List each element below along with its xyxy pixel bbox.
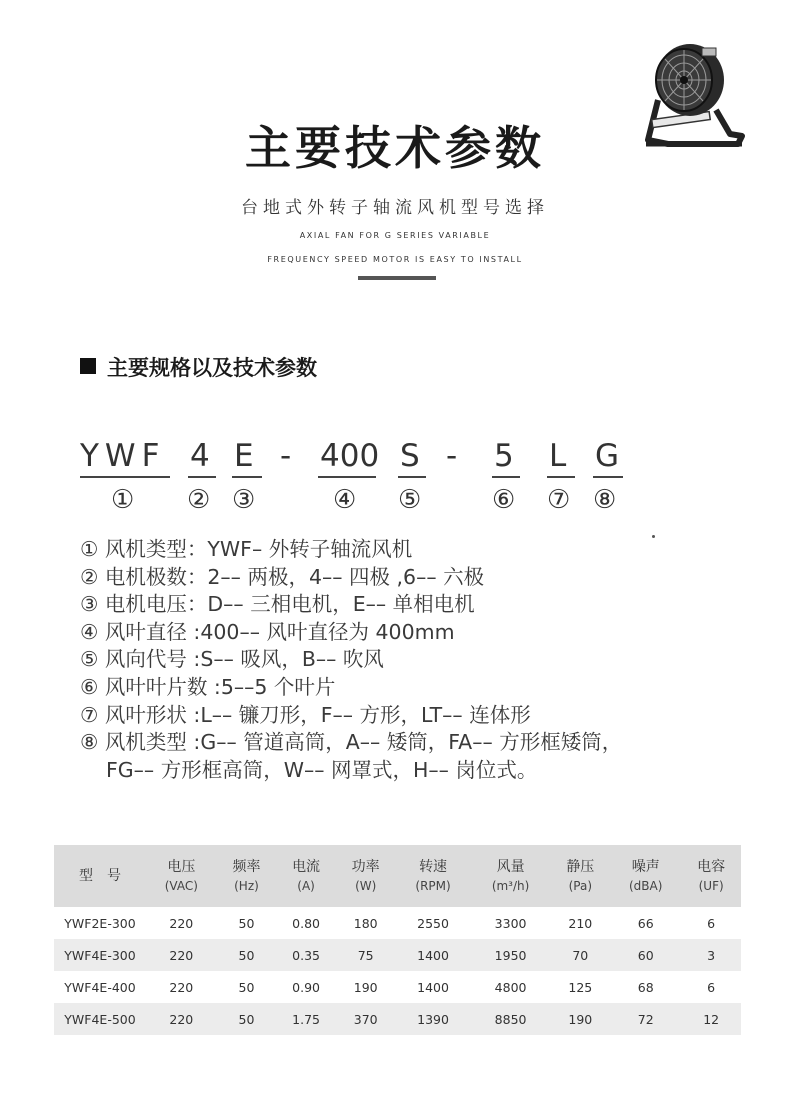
code-underline [593, 476, 623, 478]
table-cell: 1.75 [276, 1003, 336, 1035]
english-subtitle-line-2: FREQUENCY SPEED MOTOR IS EASY TO INSTALL [267, 255, 523, 264]
table-cell: YWF4E-300 [54, 939, 146, 971]
table-cell: 2550 [417, 915, 449, 931]
code-underline [318, 476, 376, 478]
header-cell: 转速 (RPM) [395, 845, 470, 907]
table-cell: 180 [353, 915, 378, 931]
code-dash-1: - [280, 438, 292, 474]
title-underline-bar [358, 276, 436, 280]
floor-fan-icon [638, 40, 748, 160]
code-number: ② [187, 485, 211, 515]
table-cell: 220 [146, 939, 217, 971]
table-cell: 50 [217, 939, 277, 971]
page-title: 主要技术参数 [245, 121, 545, 175]
table-cell: 3 [681, 939, 741, 971]
code-number: ④ [333, 485, 357, 515]
header-cell: 型 号 [54, 845, 146, 907]
table-cell: 190 [551, 1003, 611, 1035]
code-part-blades: 5 [494, 438, 514, 474]
table-cell: 125 [568, 979, 593, 995]
header-cell: 电压 (VAC) [146, 845, 217, 907]
english-subtitle-line-1: AXIAL FAN FOR G SERIES VARIABLE [299, 231, 491, 240]
spec-item: ⑤ 风向代号 :S–– 吸风，B–– 吹风 [80, 647, 384, 672]
table-cell: 1400 [417, 979, 449, 995]
header-cell: 电容 (UF) [681, 845, 741, 907]
code-part-type: G [595, 438, 620, 474]
header-cell: 风量 (m³/h) [471, 845, 551, 907]
table-cell: 0.35 [276, 939, 336, 971]
table-cell: 1950 [471, 939, 551, 971]
section-square-icon [80, 358, 96, 374]
table-cell: 8850 [471, 1003, 551, 1035]
spec-item: ⑦ 风叶形状 :L–– 镰刀形，F–– 方形，LT–– 连体形 [80, 702, 531, 727]
table-cell: 220 [169, 979, 194, 995]
code-underline [547, 476, 575, 478]
table-cell: YWF4E-400 [64, 979, 136, 995]
table-cell: 70 [551, 939, 611, 971]
table-cell: 4800 [494, 979, 527, 995]
page-subtitle: 台地式外转子轴流风机型号选择 [241, 198, 549, 218]
code-underline [188, 476, 216, 478]
table-cell: 75 [336, 939, 396, 971]
table-header-row [54, 845, 741, 907]
table-cell: 370 [336, 1003, 396, 1035]
code-part-diameter: 400 [320, 438, 380, 474]
spec-item: ③ 电机电压：D–– 三相电机，E–– 单相电机 [80, 592, 475, 617]
spec-item: ④ 风叶直径 :400–– 风叶直径为 400mm [80, 619, 455, 644]
table-cell: 66 [637, 915, 654, 931]
table-cell: 210 [568, 915, 593, 931]
code-part-poles: 4 [190, 438, 210, 474]
code-dash-2: - [446, 438, 458, 474]
section-title: 主要规格以及技术参数 [107, 356, 317, 380]
code-number: ⑧ [593, 485, 617, 515]
code-underline [80, 476, 170, 478]
table-cell: 0.80 [292, 915, 320, 931]
table-cell: 220 [169, 915, 194, 931]
table-cell: 50 [238, 915, 255, 931]
spec-item-continuation: FG–– 方形框高筒，W–– 网罩式，H–– 岗位式。 [106, 757, 538, 782]
code-underline [492, 476, 520, 478]
code-number: ⑥ [492, 485, 516, 515]
spec-item: ① 风机类型：YWF– 外转子轴流风机 [80, 537, 413, 561]
code-underline [232, 476, 262, 478]
spec-item: ⑥ 风叶叶片数 :5––5 个叶片 [80, 674, 336, 699]
code-number: ⑤ [398, 485, 422, 515]
code-part-direction: S [400, 438, 420, 474]
table-cell: 50 [217, 1003, 277, 1035]
table-cell: 60 [610, 939, 681, 971]
table-cell: YWF2E-300 [64, 915, 136, 931]
table-cell: 12 [681, 1003, 741, 1035]
table-cell: 1390 [395, 1003, 470, 1035]
spec-table [54, 845, 741, 1035]
code-number: ③ [232, 485, 256, 515]
table-cell: 1400 [395, 939, 470, 971]
table-cell: 50 [238, 979, 255, 995]
header-cell: 静压 (Pa) [551, 845, 611, 907]
header-cell: 电流 (A) [276, 845, 336, 907]
table-cell: 72 [610, 1003, 681, 1035]
header-cell: 功率 (W) [336, 845, 396, 907]
code-part-voltage: E [234, 438, 254, 474]
table-row [54, 1003, 741, 1035]
table-cell: 190 [353, 979, 378, 995]
table-cell: 3300 [494, 915, 527, 931]
spec-item: ② 电机极数：2–– 两极，4–– 四极 ,6–– 六极 [80, 564, 485, 589]
code-part-ywf: YWF [80, 438, 166, 474]
table-row [54, 907, 741, 939]
table-cell: 68 [637, 979, 654, 995]
table-cell: 220 [146, 1003, 217, 1035]
table-cell: 6 [707, 979, 716, 995]
table-cell: 0.90 [292, 979, 320, 995]
spec-item: ⑧ 风机类型 :G–– 管道高筒，A–– 矮筒，FA–– 方形框矮筒， [80, 730, 623, 755]
code-number: ⑦ [547, 485, 571, 515]
table-cell: YWF4E-500 [54, 1003, 146, 1035]
table-cell: 6 [707, 915, 716, 931]
header-cell: 频率 (Hz) [217, 845, 277, 907]
header-cell: 噪声 (dBA) [610, 845, 681, 907]
code-part-shape: L [549, 438, 567, 474]
table-row [54, 971, 741, 1003]
code-underline [398, 476, 426, 478]
code-number: ① [111, 485, 135, 515]
spec-list [80, 536, 770, 784]
table-row [54, 939, 741, 971]
